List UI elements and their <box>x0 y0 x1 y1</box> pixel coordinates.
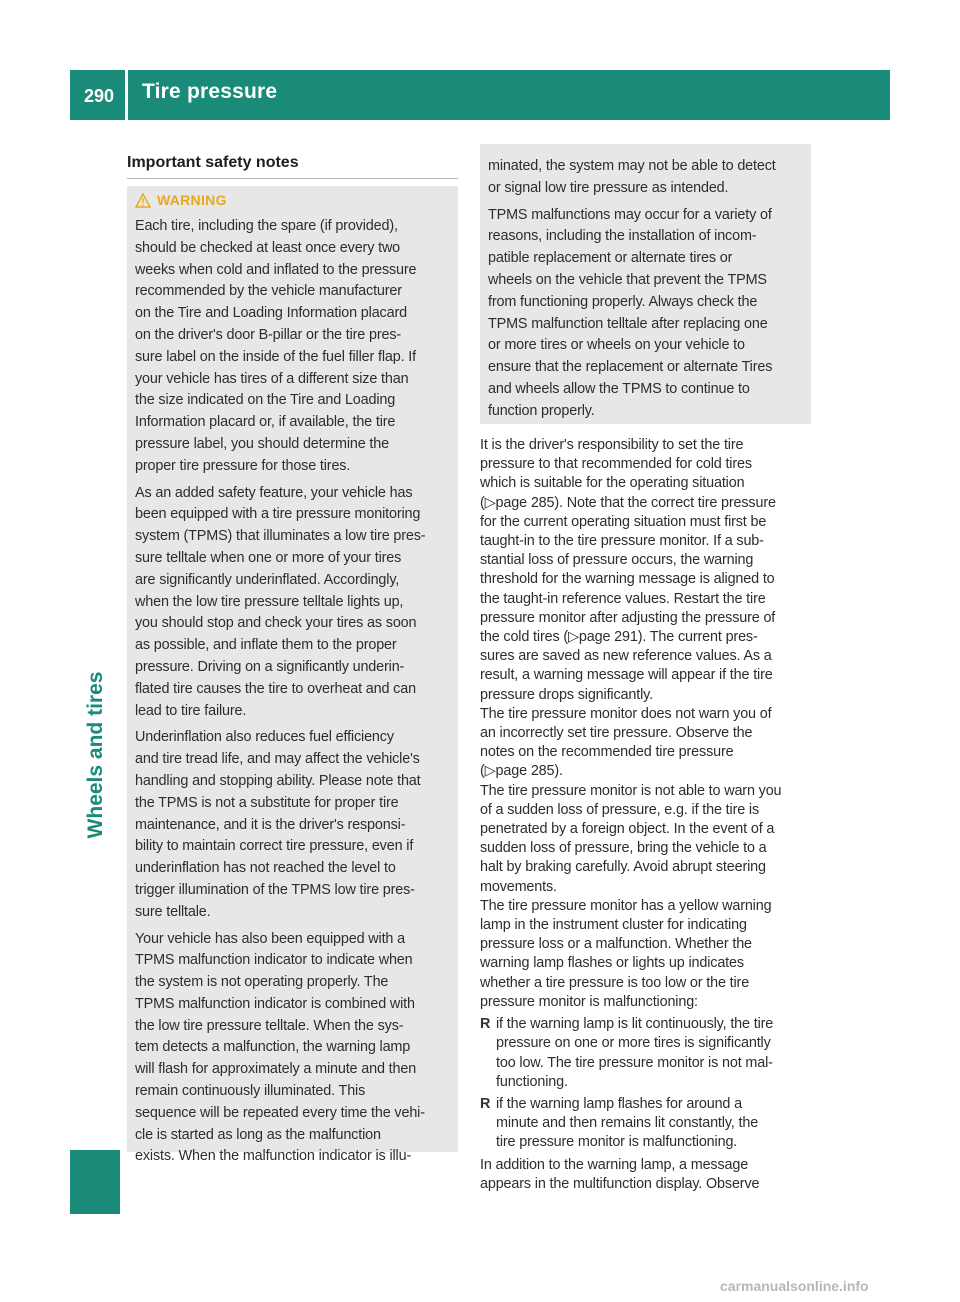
body-paragraph <box>480 705 813 782</box>
body-line: (▷page 285). <box>480 763 563 780</box>
body-line: In addition to the warning lamp, a message <box>480 1156 749 1173</box>
body-line: halt by braking carefully. Avoid abrupt steering <box>480 859 766 876</box>
body-line: stantial loss of pressure occurs, the warning <box>480 552 754 569</box>
warning-line: flated tire causes the tire to overheat and can <box>135 680 416 697</box>
warning-header <box>135 190 455 212</box>
bullet-line: pressure on one or more tires is significantly <box>496 1035 771 1052</box>
side-tab <box>70 130 120 1138</box>
body-line: (▷page 285). Note that the correct tire pressure <box>480 494 776 511</box>
page-number: 290 <box>84 86 115 106</box>
warning-line: when the low tire pressure telltale lights up, <box>135 593 404 610</box>
body-line: pressure loss or a malfunction. Whether the <box>480 936 752 953</box>
bullet-line: tire pressure monitor is malfunctioning. <box>496 1134 738 1151</box>
body-line: penetrated by a foreign object. In the event of a <box>480 821 775 838</box>
bullet-item <box>480 1015 813 1092</box>
warning-line: Information placard or, if available, the tire <box>135 414 396 431</box>
header-divider <box>125 70 128 120</box>
body-line: whether a tire pressure is too low or the tire <box>480 974 750 991</box>
warning-line: are significantly underinflated. Accordingly, <box>135 571 400 588</box>
warning-line: the system is not operating properly. The <box>135 974 389 991</box>
chapter-title: Tire pressure <box>142 80 278 103</box>
warning-line: on the driver's door B-pillar or the tire pres- <box>135 326 402 343</box>
body-line: threshold for the warning message is aligned to <box>480 571 775 588</box>
warning-line: TPMS malfunction telltale after replacing one <box>488 315 768 332</box>
body-line: taught-in to the tire pressure monitor. If a sub- <box>480 533 764 550</box>
warning-line: Your vehicle has also been equipped with a <box>135 930 405 947</box>
body-line: appears in the multifunction display. Observe <box>480 1175 760 1192</box>
side-tab-block <box>70 1150 120 1214</box>
warning-line: exists. When the malfunction indicator is illu- <box>135 1148 412 1165</box>
side-section-label: Wheels and tires <box>84 671 107 839</box>
warning-line: handling and stopping ability. Please note that <box>135 772 421 789</box>
body-line: for the current operating situation must first be <box>480 513 767 530</box>
warning-text-left <box>135 190 455 1168</box>
body-line: pressure to that recommended for cold tires <box>480 456 752 473</box>
warning-line: ensure that the replacement or alternate Tires <box>488 359 773 376</box>
warning-line: proper tire pressure for those tires. <box>135 457 351 474</box>
body-line: movements. <box>480 878 557 895</box>
warning-line: TPMS malfunction indicator is combined with <box>135 995 415 1012</box>
warning-line: your vehicle has tires of a different size than <box>135 370 409 387</box>
warning-line: weeks when cold and inflated to the pressure <box>135 261 417 278</box>
warning-line: or more tires or wheels on your vehicle to <box>488 337 745 354</box>
body-line: which is suitable for the operating situation <box>480 475 745 492</box>
bullet-line: if the warning lamp flashes for around a <box>496 1095 742 1112</box>
warning-line: or signal low tire pressure as intended. <box>488 179 729 196</box>
warning-text-right <box>488 156 808 423</box>
warning-line: on the Tire and Loading Information placard <box>135 305 407 322</box>
warning-line: pressure label, you should determine the <box>135 435 389 452</box>
body-line: The tire pressure monitor has a yellow warning <box>480 897 772 914</box>
warning-line: been equipped with a tire pressure monitoring <box>135 506 421 523</box>
body-paragraph <box>480 897 813 1012</box>
warning-line: system (TPMS) that illuminates a low tire pres- <box>135 528 426 545</box>
warning-line: Underinflation also reduces fuel efficiency <box>135 729 394 746</box>
bullet-marker: R <box>480 1016 491 1033</box>
bullet-line: minute and then remains lit constantly, the <box>496 1115 759 1132</box>
warning-line: lead to tire failure. <box>135 702 247 719</box>
body-line: pressure monitor is malfunctioning: <box>480 993 698 1010</box>
warning-line: pressure. Driving on a significantly underin- <box>135 658 405 675</box>
body-line: The tire pressure monitor is not able to warn you <box>480 782 782 799</box>
body-line: warning lamp flashes or lights up indicates <box>480 955 744 972</box>
warning-triangle-icon <box>135 193 151 208</box>
bullet-line: if the warning lamp is lit continuously, the tire <box>496 1016 774 1033</box>
warning-line: and tire tread life, and may affect the vehicle's <box>135 751 420 768</box>
warning-line: you should stop and check your tires as soon <box>135 615 417 632</box>
warning-line: Each tire, including the spare (if provided), <box>135 218 398 234</box>
warning-label: WARNING <box>157 192 227 208</box>
warning-line: TPMS malfunction indicator to indicate when <box>135 952 413 969</box>
warning-line: and wheels allow the TPMS to continue to <box>488 380 750 397</box>
warning-line: sure label on the inside of the fuel filler flap. If <box>135 348 416 365</box>
body-line: the cold tires (▷page 291). The current pres- <box>480 629 758 646</box>
warning-line: sequence will be repeated every time the vehi- <box>135 1104 425 1121</box>
body-paragraph <box>480 436 813 705</box>
warning-line: underinflation has not reached the level to <box>135 860 396 877</box>
warning-line: the size indicated on the Tire and Loading <box>135 392 396 409</box>
body-line: the taught-in reference values. Restart the tire <box>480 590 766 607</box>
warning-line: sure telltale when one or more of your tires <box>135 549 402 566</box>
section-divider <box>127 178 458 179</box>
body-paragraph <box>480 782 813 897</box>
body-line: sures are saved as new reference values. As a <box>480 648 772 665</box>
warning-line: maintenance, and it is the driver's responsi- <box>135 816 406 833</box>
body-line: notes on the recommended tire pressure <box>480 744 734 761</box>
bullet-line: functioning. <box>496 1073 568 1090</box>
body-line: result, a warning message will appear if the tire <box>480 667 773 684</box>
page-header <box>70 70 890 120</box>
warning-line: as possible, and inflate them to the proper <box>135 637 397 654</box>
warning-line: TPMS malfunctions may occur for a variety of <box>488 206 772 223</box>
warning-line: tem detects a malfunction, the warning lamp <box>135 1039 411 1056</box>
body-line: pressure drops significantly. <box>480 686 653 703</box>
warning-line: from functioning properly. Always check the <box>488 293 758 310</box>
warning-line: sure telltale. <box>135 903 211 920</box>
warning-line: trigger illumination of the TPMS low tire pres- <box>135 881 415 898</box>
warning-line: patible replacement or alternate tires or <box>488 250 733 267</box>
warning-line: cle is started as long as the malfunction <box>135 1126 381 1143</box>
body-line: The tire pressure monitor does not warn you of <box>480 705 772 722</box>
warning-line: bility to maintain correct tire pressure, even if <box>135 838 414 855</box>
section-title: Important safety notes <box>127 154 299 171</box>
body-line: lamp in the instrument cluster for indicating <box>480 917 747 934</box>
warning-line: function properly. <box>488 402 595 419</box>
warning-line: should be checked at least once every two <box>135 239 401 256</box>
bullet-line: too low. The tire pressure monitor is not mal- <box>496 1054 773 1071</box>
bullet-marker: R <box>480 1095 491 1112</box>
warning-line: the TPMS is not a substitute for proper tire <box>135 794 399 811</box>
warning-line: As an added safety feature, your vehicle has <box>135 484 413 501</box>
warning-line: recommended by the vehicle manufacturer <box>135 283 402 300</box>
watermark: carmanualsonline.info <box>720 1278 869 1294</box>
warning-line: reasons, including the installation of incom- <box>488 228 757 245</box>
warning-line: the low tire pressure telltale. When the sys- <box>135 1017 404 1034</box>
warning-line: will flash for approximately a minute and then <box>135 1061 417 1078</box>
warning-line: remain continuously illuminated. This <box>135 1083 366 1100</box>
body-text <box>480 436 813 1194</box>
body-line: of a sudden loss of pressure, e.g. if the tire is <box>480 801 760 818</box>
warning-line: minated, the system may not be able to detect <box>488 158 776 174</box>
body-paragraph <box>480 1156 813 1194</box>
body-line: pressure monitor after adjusting the pressure of <box>480 609 776 626</box>
body-line: an incorrectly set tire pressure. Observe the <box>480 725 753 742</box>
body-line: sudden loss of pressure, bring the vehicle to a <box>480 840 767 857</box>
warning-line: wheels on the vehicle that prevent the TPMS <box>488 271 767 288</box>
body-line: It is the driver's responsibility to set the tire <box>480 437 744 453</box>
bullet-item <box>480 1095 813 1153</box>
